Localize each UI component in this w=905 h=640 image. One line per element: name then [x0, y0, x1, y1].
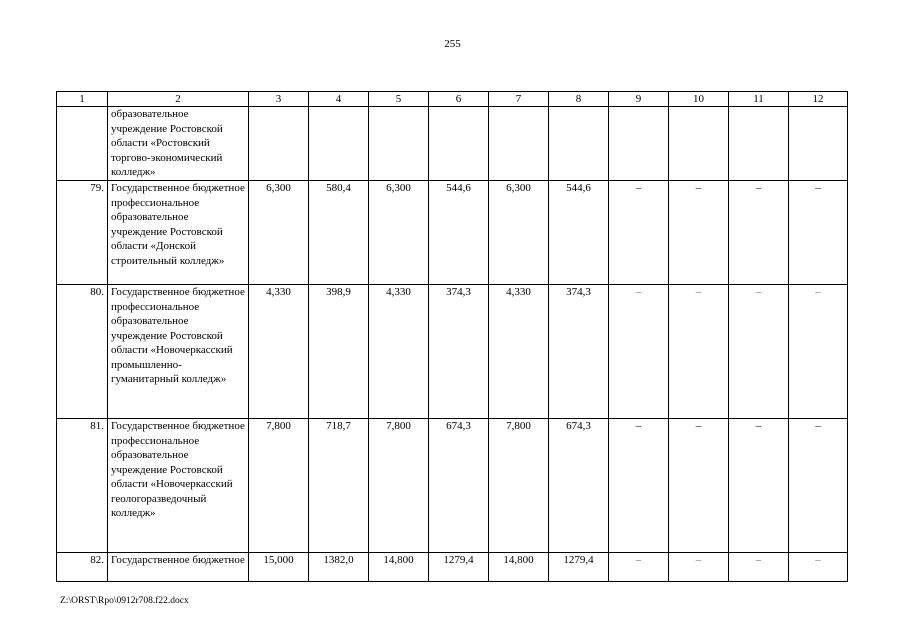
- dash-cell: –: [669, 181, 729, 285]
- data-table: [56, 91, 848, 582]
- value-cell: 718,7: [309, 419, 369, 553]
- row-number: 79.: [57, 181, 108, 285]
- column-header: 11: [729, 92, 789, 107]
- institution-name: образовательное учреждение Ростовской области «Ростовский торгово-экономический колледж»: [108, 107, 249, 181]
- table-row: [57, 107, 848, 181]
- value-cell: 15,000: [249, 553, 309, 582]
- table-row: [57, 285, 848, 419]
- dash-cell: –: [669, 553, 729, 582]
- value-cell: 4,330: [489, 285, 549, 419]
- value-cell: 6,300: [249, 181, 309, 285]
- dash-cell: –: [609, 181, 669, 285]
- dash-cell: [729, 107, 789, 181]
- column-header: 3: [249, 92, 309, 107]
- column-header: 10: [669, 92, 729, 107]
- column-header: 8: [549, 92, 609, 107]
- value-cell: 674,3: [429, 419, 489, 553]
- dash-cell: –: [609, 285, 669, 419]
- dash-cell: –: [669, 285, 729, 419]
- row-number: [57, 107, 108, 181]
- dash-cell: –: [669, 419, 729, 553]
- row-number: 81.: [57, 419, 108, 553]
- column-header: 2: [108, 92, 249, 107]
- dash-cell: –: [609, 419, 669, 553]
- table-row: [57, 419, 848, 553]
- value-cell: 7,800: [249, 419, 309, 553]
- column-header: 6: [429, 92, 489, 107]
- value-cell: 544,6: [429, 181, 489, 285]
- column-header: 5: [369, 92, 429, 107]
- row-number: 82.: [57, 553, 108, 582]
- value-cell: [249, 107, 309, 181]
- file-path-footer: Z:\ORST\Rpo\0912r708.f22.docx: [60, 596, 189, 606]
- dash-cell: –: [789, 285, 848, 419]
- header-row: [57, 92, 848, 107]
- value-cell: 374,3: [549, 285, 609, 419]
- value-cell: 14,800: [369, 553, 429, 582]
- value-cell: 14,800: [489, 553, 549, 582]
- value-cell: 7,800: [369, 419, 429, 553]
- value-cell: 6,300: [489, 181, 549, 285]
- dash-cell: –: [609, 553, 669, 582]
- value-cell: 580,4: [309, 181, 369, 285]
- value-cell: [429, 107, 489, 181]
- dash-cell: –: [729, 419, 789, 553]
- dash-cell: –: [729, 553, 789, 582]
- dash-cell: –: [789, 553, 848, 582]
- table-body: [57, 107, 848, 582]
- column-header: 7: [489, 92, 549, 107]
- institution-name: Государственное бюджетное профессиональное образовательное учреждение Ростовской области «Донской строительный колледж»: [108, 181, 249, 285]
- dash-cell: [609, 107, 669, 181]
- dash-cell: –: [789, 419, 848, 553]
- value-cell: 1382,0: [309, 553, 369, 582]
- value-cell: 674,3: [549, 419, 609, 553]
- dash-cell: –: [729, 181, 789, 285]
- value-cell: 4,330: [369, 285, 429, 419]
- table-row: [57, 553, 848, 582]
- value-cell: 6,300: [369, 181, 429, 285]
- value-cell: [489, 107, 549, 181]
- column-header: 4: [309, 92, 369, 107]
- institution-name: Государственное бюджетное профессиональное образовательное учреждение Ростовской области «Новочеркасский промышленно-гуманитарный колледж»: [108, 285, 249, 419]
- value-cell: [369, 107, 429, 181]
- dash-cell: [789, 107, 848, 181]
- value-cell: 1279,4: [429, 553, 489, 582]
- row-number: 80.: [57, 285, 108, 419]
- page-number: 255: [444, 38, 461, 50]
- value-cell: 374,3: [429, 285, 489, 419]
- value-cell: [549, 107, 609, 181]
- value-cell: [309, 107, 369, 181]
- value-cell: 398,9: [309, 285, 369, 419]
- value-cell: 4,330: [249, 285, 309, 419]
- value-cell: 1279,4: [549, 553, 609, 582]
- dash-cell: [669, 107, 729, 181]
- column-header: 9: [609, 92, 669, 107]
- dash-cell: –: [789, 181, 848, 285]
- institution-name: Государственное бюджетное: [108, 553, 249, 582]
- value-cell: 544,6: [549, 181, 609, 285]
- column-header: 1: [57, 92, 108, 107]
- value-cell: 7,800: [489, 419, 549, 553]
- table-row: [57, 181, 848, 285]
- institution-name: Государственное бюджетное профессиональное образовательное учреждение Ростовской области «Новочеркасский геологоразведочный колледж»: [108, 419, 249, 553]
- dash-cell: –: [729, 285, 789, 419]
- column-header: 12: [789, 92, 848, 107]
